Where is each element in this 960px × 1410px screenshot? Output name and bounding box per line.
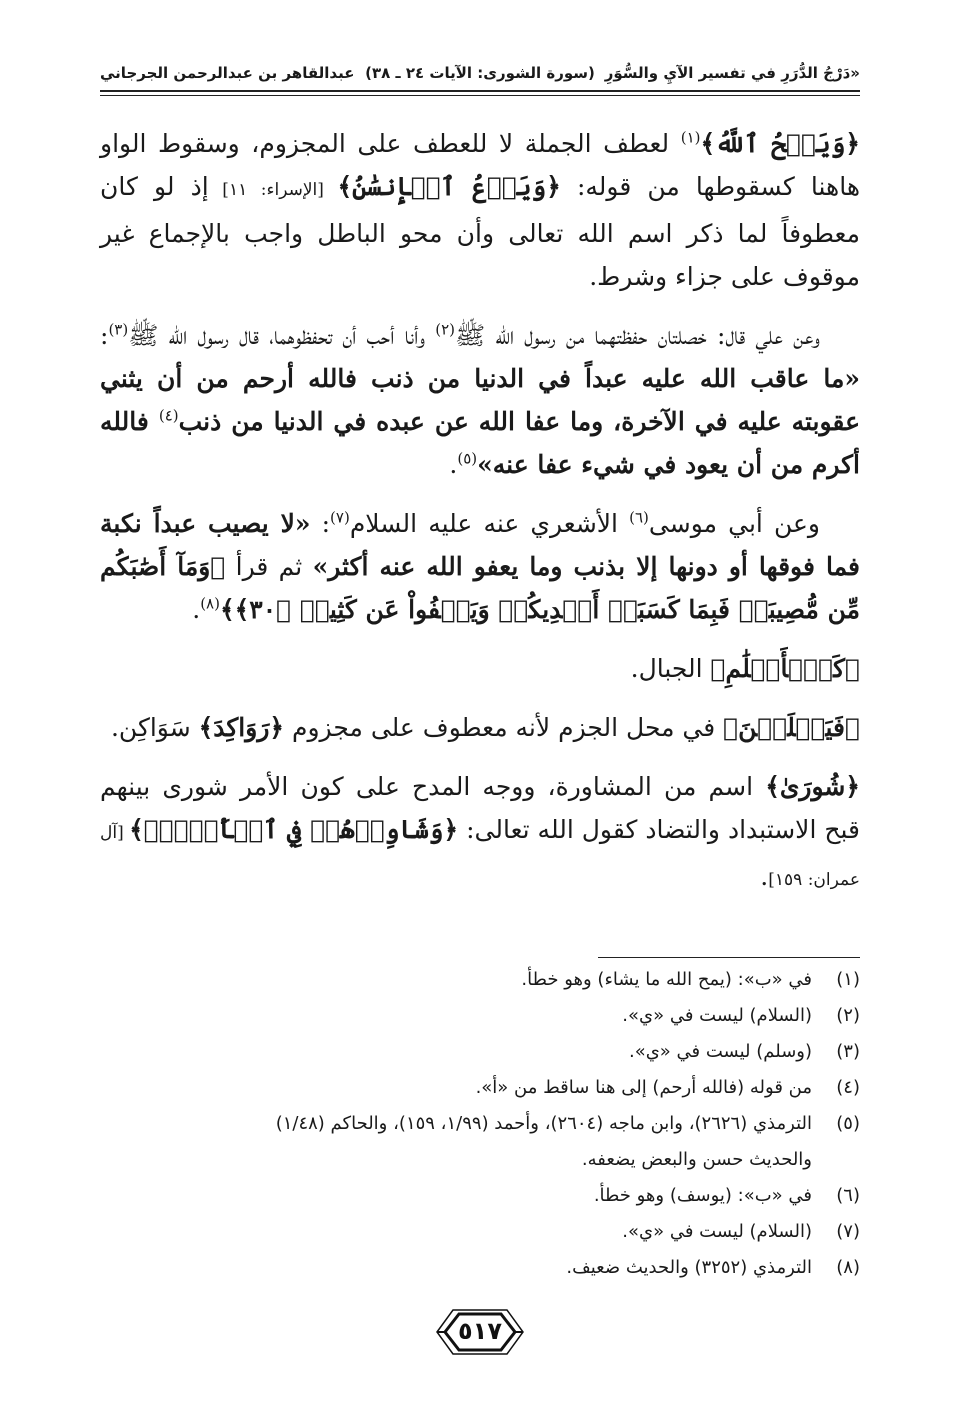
page-number-ornament (435, 1308, 525, 1356)
footnote-line: الترمذي (٢٦٢٦)، وابن ماجه (٢٦٠٤)، وأحمد (١/٩٩، ١٥٩)، والحاكم (١/٤٨) (275, 1113, 812, 1134)
quran-quote: ﴿وَمَآ أَصَٰبَكُم مِّن مُّصِيبَةٖ فَبِمَا كَسَبَتۡ أَيۡدِيكُمۡ وَيَعۡفُواْ عَن كَثِيرٖ ﴿٣٠﴾﴾ (100, 552, 860, 624)
paragraph-4 (100, 647, 860, 690)
text-span: . (449, 450, 458, 479)
footnote-number: (٨) (836, 1257, 860, 1278)
quran-word: ﴿رَوَاكِدَ﴾ (198, 713, 285, 742)
header-rule (100, 90, 860, 92)
footnote-text: الترمذي (٣٢٥٢) والحديث ضعيف. (566, 1257, 812, 1278)
footnote (100, 1070, 860, 1106)
footnote-line: والحديث حسن والبعض يضعفه. (581, 1149, 812, 1170)
text-span: وعن أبي موسى (648, 509, 820, 538)
paragraph-1 (100, 122, 860, 298)
running-header (100, 60, 860, 92)
text-span: : (100, 321, 109, 350)
main-text (100, 122, 860, 918)
quran-word: ﴿كَٱلۡأَعۡلَٰمِ﴾ (710, 654, 860, 683)
text-span: . (760, 862, 769, 891)
text-span: وأنا أحب أن تحفظوهما، قال رسول الله ﷺ (128, 321, 436, 350)
footnote-separator (598, 957, 860, 958)
footnote (100, 1178, 860, 1214)
text-span: سَوَاكِن. (110, 713, 199, 742)
section-title: (سورة الشورى: الآيات ٢٤ ـ ٣٨) (365, 64, 595, 82)
footnote-text: في «ب»: (يمح الله ما يشاء) وهو خطأ. (521, 969, 812, 990)
text-span: ثم قرأ (225, 552, 313, 581)
text-span: إذ لو كان معطوفاً لما ذكر اسم الله تعالى وأن محو الباطل واجب بالإجماع غير موقوف على جزاء وشرط. (100, 172, 860, 291)
footnote-number: (٥) (836, 1113, 860, 1134)
footnote-text: من قوله (فالله أرحم) إلى هنا ساقط من «أ». (475, 1077, 812, 1098)
footnote-ref[interactable]: (١) (680, 128, 701, 147)
text-span: اسم من المشاورة، ووجه المدح على كون الأمر شورى بينهم قبح الاستبداد والتضاد كقول الله تعالى: (100, 772, 860, 844)
footnote-number: (١) (836, 969, 860, 990)
footnote-number: (٧) (836, 1221, 860, 1242)
author-name: عبدالقاهر بن عبدالرحمن الجرجاني (100, 64, 355, 82)
footnote-number: (٣) (836, 1041, 860, 1062)
text-span: في محل الجزم لأنه معطوف على مجزوم (284, 713, 724, 742)
book-title: «دَرْجُ الدُّرَرِ في تفسير الآيِ والسُّوَرِ (604, 64, 860, 82)
text-span: الأشعري عنه عليه السلام (349, 509, 630, 538)
hadith-quote: «لا يصيب عبداً نكبة فما فوقها أو دونها إلا بذنب وما يعفو الله عنه أكثر» (100, 509, 860, 581)
footnote-ref[interactable]: (٣) (108, 320, 129, 339)
paragraph-5 (100, 706, 860, 749)
paragraph-6 (100, 765, 860, 902)
quran-quote: ﴿وَشَاوِرۡهُمۡ فِي ٱلۡأَمۡرِۖ﴾ (129, 815, 459, 844)
footnote-number: (٤) (836, 1077, 860, 1098)
footnote-ref[interactable]: (٤) (158, 406, 179, 425)
quran-quote: ﴿وَيَدۡعُ ٱلۡإِنسَٰنُ﴾ (337, 172, 561, 201)
surah-reference: [آل عمران: ١٥٩] (100, 823, 860, 890)
footnote-text (100, 1113, 812, 1178)
paragraph-2 (100, 314, 860, 486)
text-span: الجبال. (630, 654, 711, 683)
footnote (100, 1250, 860, 1286)
paragraph-3 (100, 502, 860, 631)
quran-word: ﴿فَيَظۡلَلۡنَ﴾ (723, 713, 860, 742)
footnote (100, 998, 860, 1034)
hadith-quote: فالله أكرم من أن يعود في شيء عفا عنه» (100, 407, 860, 479)
footnote (100, 1214, 860, 1250)
footnote (100, 1106, 860, 1178)
footnote (100, 1034, 860, 1070)
footnote-number: (٦) (836, 1185, 860, 1206)
text-span: وعن علي قال: خصلتان حفظتهما من رسول الله ﷺ (455, 321, 820, 350)
quran-word: ﴿شُورَىٰ﴾ (765, 772, 860, 801)
text-span: لعطف الجملة لا للعطف على المجزوم، وسقوط الواو هاهنا كسقوطها من قوله: (100, 129, 861, 201)
footnotes (100, 962, 860, 1286)
footnote-number: (٢) (836, 1005, 860, 1026)
footnote-text: في «ب»: (يوسف) وهو خطأ. (593, 1185, 812, 1206)
header-rule-thin (100, 95, 860, 96)
text-span: : (310, 509, 331, 538)
text-span: . (192, 595, 201, 624)
footnote (100, 962, 860, 998)
surah-reference: [الإسراء: ١١] (208, 180, 338, 200)
hadith-quote: «ما عاقب الله عليه عبداً في الدنيا من ذنب فالله أرحم من أن يثني عقوبته عليه في الآخرة، وما عفا الله عن عبده في الدنيا من ذنب (100, 364, 860, 436)
page-number: ٥١٧ (458, 1317, 502, 1345)
footnote-text: (السلام) ليست في «ي». (622, 1221, 812, 1242)
footnote-ref[interactable]: (٧) (330, 508, 350, 527)
footnote-text: (وسلم) ليست في «ي». (628, 1041, 812, 1062)
footnote-ref[interactable]: (٢) (435, 320, 456, 339)
quran-quote: ﴿وَيَمۡحُ ٱللَّهُ﴾ (700, 129, 860, 158)
footnote-ref[interactable]: (٨) (200, 594, 220, 613)
footnote-text: (السلام) ليست في «ي». (622, 1005, 812, 1026)
footnote-ref[interactable]: (٦) (629, 508, 649, 527)
footnote-ref[interactable]: (٥) (457, 449, 478, 468)
